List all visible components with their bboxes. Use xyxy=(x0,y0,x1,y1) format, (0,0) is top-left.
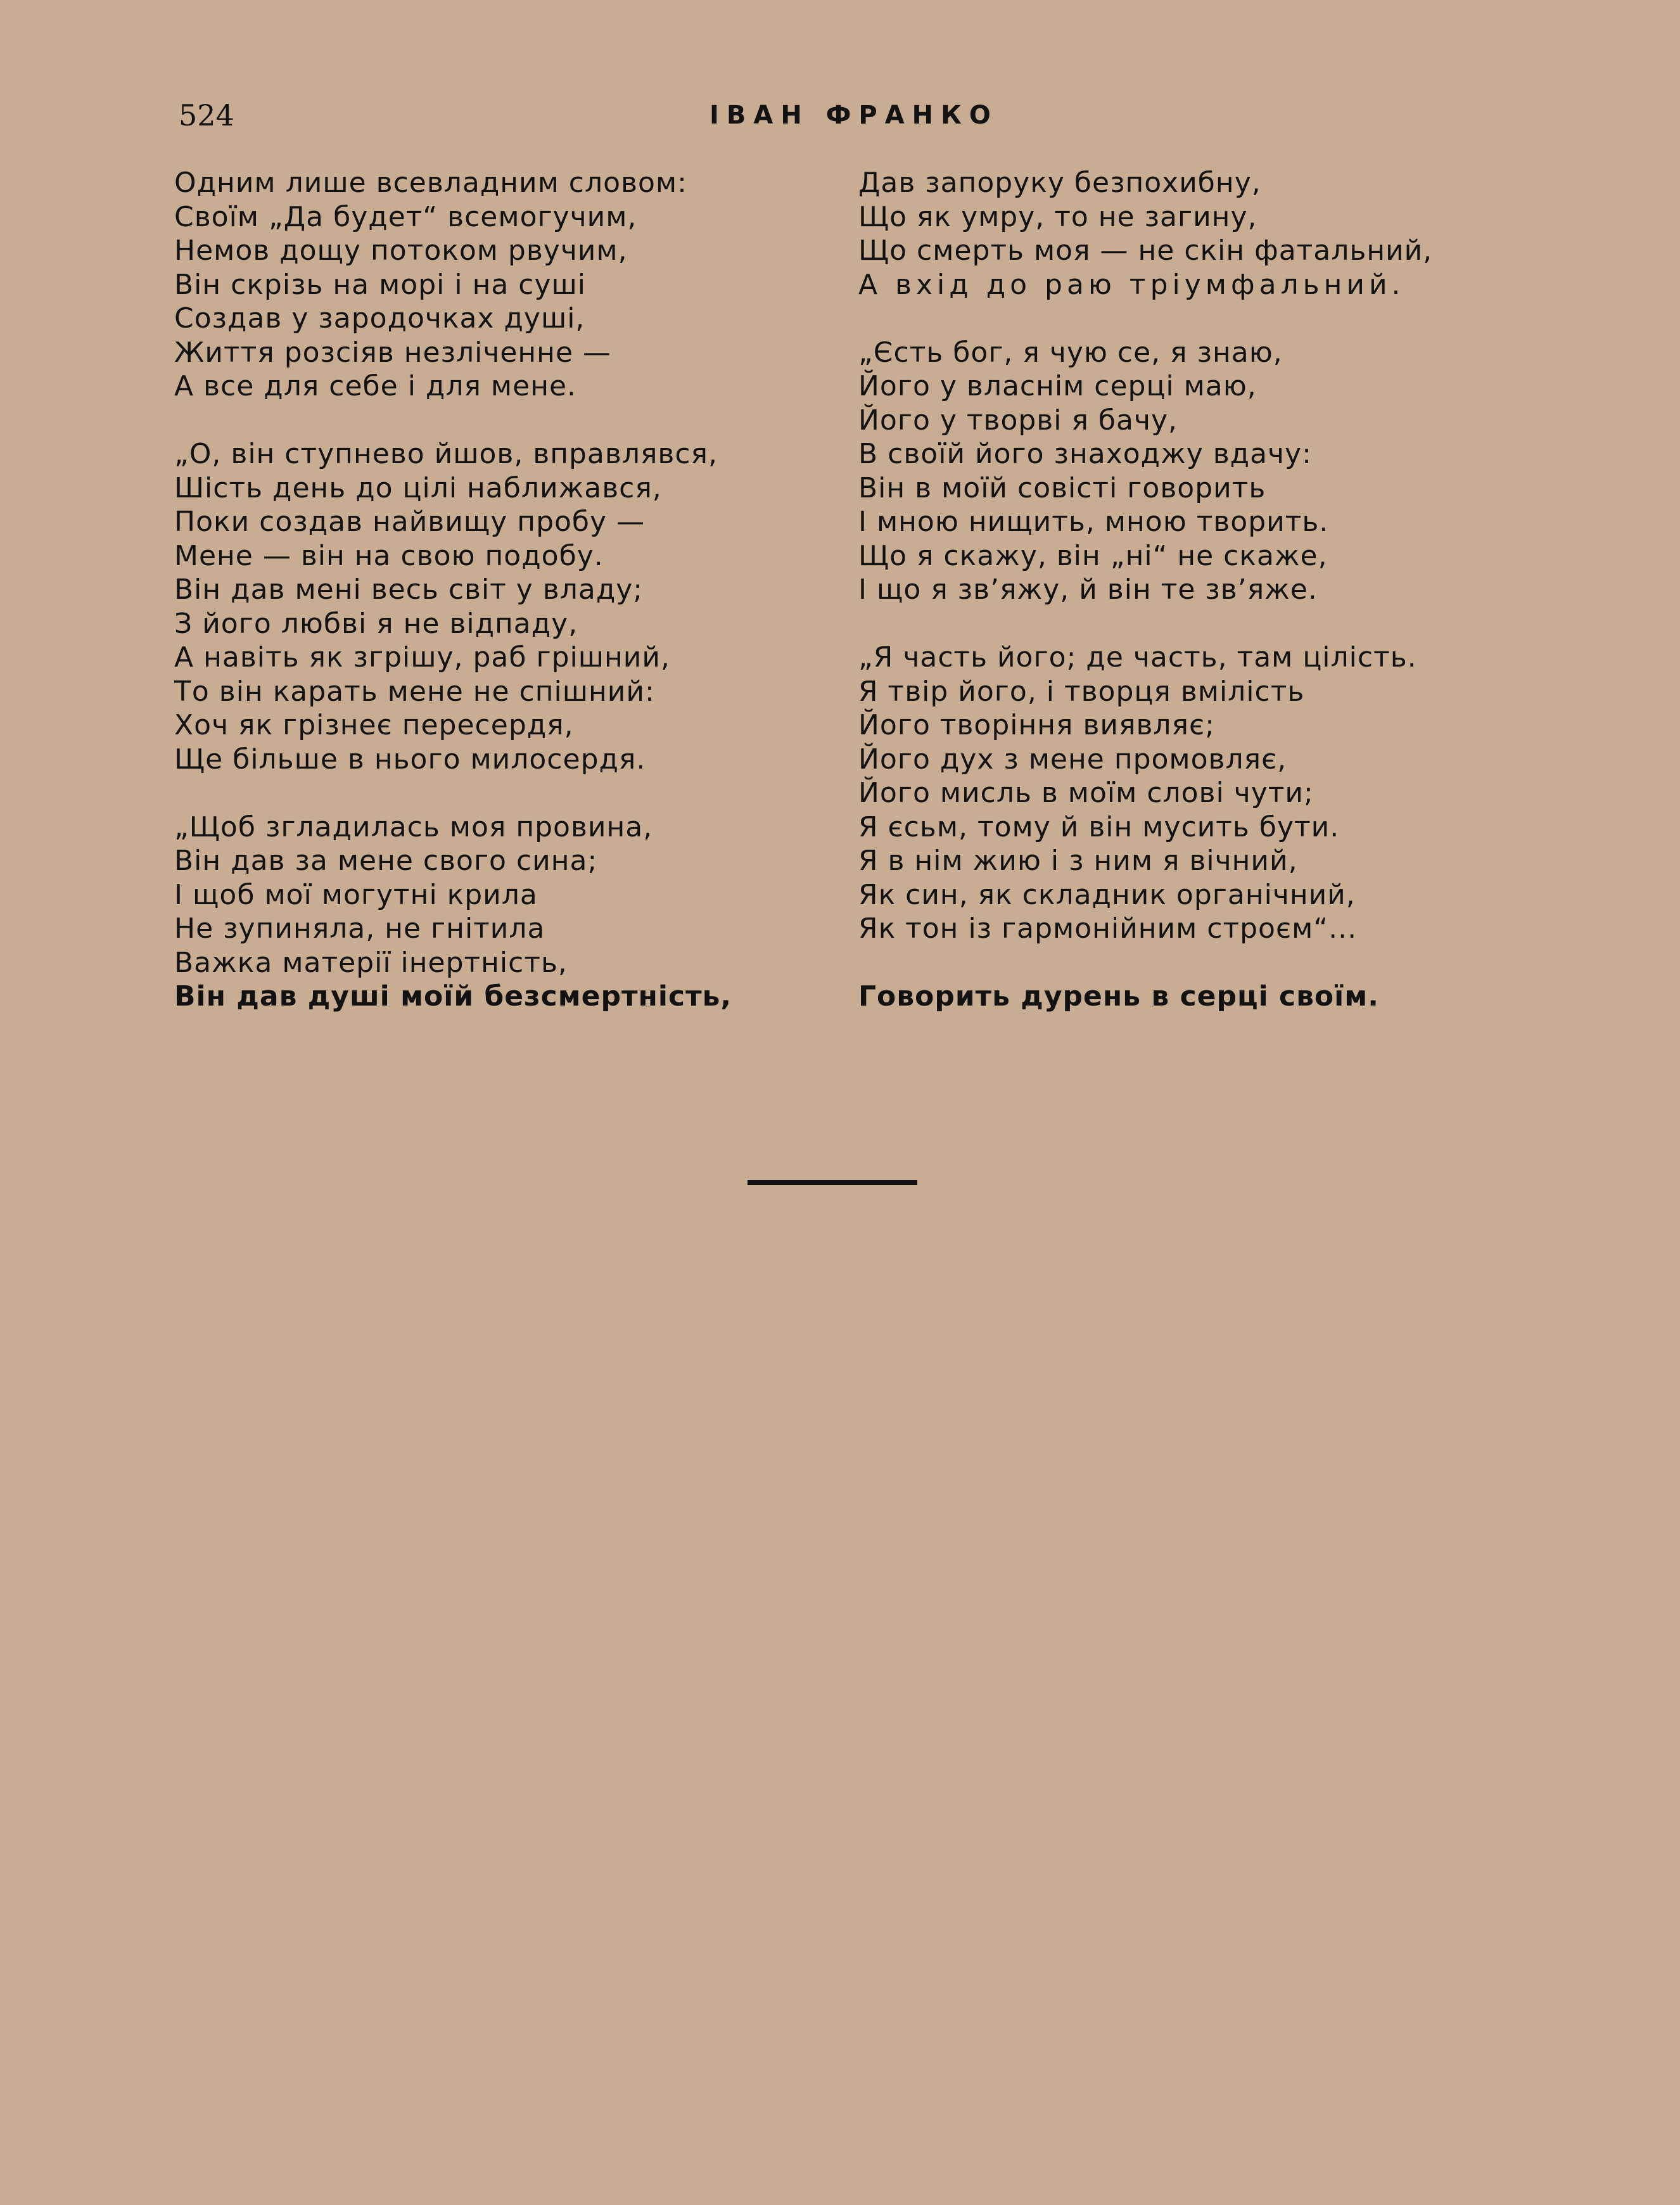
verse-line: Його мисль в моїм слові чути; xyxy=(858,777,1314,809)
verse-line: Поки создав найвищу пробу — xyxy=(174,506,646,538)
verse-line: Не зупиняла, не гнітила xyxy=(174,912,545,945)
verse-line: Він дав мені весь світ у владу; xyxy=(174,573,644,606)
left-stanza-1 xyxy=(174,166,833,404)
verse-line: Що як умру, то не загину, xyxy=(858,200,1257,233)
right-column xyxy=(858,166,1530,1014)
right-stanza-2 xyxy=(858,336,1530,607)
verse-line: А навіть як згрішу, раб грішний, xyxy=(174,641,670,674)
right-stanza-3 xyxy=(858,641,1530,946)
verse-line: І мною нищить, мною творить. xyxy=(858,506,1329,538)
right-stanza-1 xyxy=(858,166,1530,302)
verse-line: Создав у зародочках душі, xyxy=(174,302,585,335)
verse-line: Своїм „Да будет“ всемогучим, xyxy=(174,200,637,233)
verse-line: Мене — він на свою подобу. xyxy=(174,539,604,572)
verse-line: Ще більше в нього милосердя. xyxy=(174,743,646,776)
verse-line: І щоб мої могутні крила xyxy=(174,878,538,911)
verse-line: Він дав за мене свого сина; xyxy=(174,845,598,877)
verse-line: І що я зв’яжу, й він те зв’яже. xyxy=(858,573,1318,606)
verse-line: З його любві я не відпаду, xyxy=(174,607,578,640)
verse-line: „Щоб згладилась моя провина, xyxy=(174,810,653,843)
closing-stanza xyxy=(858,980,1530,1014)
verse-line: Життя розсіяв незліченне — xyxy=(174,336,611,369)
verse-line: Дав запоруку безпохибну, xyxy=(858,167,1261,199)
verse-line: Шість день до цілі наближався, xyxy=(174,471,662,504)
left-column xyxy=(174,166,833,1014)
verse-line: Хоч як грізнеє пересердя, xyxy=(174,709,574,741)
verse-line: Важка матерії інертність, xyxy=(174,946,568,979)
verse-line: „Єсть бог, я чую се, я знаю, xyxy=(858,336,1283,369)
verse-line: Я твір його, і творця вмілість xyxy=(858,675,1305,708)
section-end-rule xyxy=(748,1180,917,1185)
verse-line: Що я скажу, він „ні“ не скаже, xyxy=(858,539,1328,572)
page-number: 524 xyxy=(179,98,234,132)
verse-line: Його дух з мене промовляє, xyxy=(858,743,1287,776)
verse-line: Як тон із гармонійним строєм“... xyxy=(858,912,1358,945)
verse-line: Як син, як складник органічний, xyxy=(858,878,1356,911)
closing-line: Говорить дурень в серці своїм. xyxy=(858,980,1379,1013)
left-stanza-2 xyxy=(174,437,833,776)
verse-line: Я в нім жию і з ним я вічний, xyxy=(858,845,1298,877)
verse-line: Його творіння виявляє; xyxy=(858,709,1215,741)
left-stanza-3 xyxy=(174,810,833,1014)
verse-line: Він в моїй совісті говорить xyxy=(858,471,1266,504)
verse-line: Його у власнім серці маю, xyxy=(858,370,1257,402)
verse-line: „О, він ступнево йшов, вправлявся, xyxy=(174,438,718,470)
verse-line: Він дав душі моїй безсмертність, xyxy=(174,980,732,1013)
verse-line: Він скрізь на морі і на суші xyxy=(174,268,587,301)
verse-line: „Я часть його; де часть, там цілість. xyxy=(858,641,1417,674)
verse-line: Я єсьм, тому й він мусить бути. xyxy=(858,810,1340,843)
verse-line: А все для себе і для мене. xyxy=(174,370,577,402)
verse-line: Немов дощу потоком рвучим, xyxy=(174,234,628,267)
verse-line: В своїй його знаходжу вдачу: xyxy=(858,438,1312,470)
verse-line: Одним лише всевладним словом: xyxy=(174,167,687,199)
verse-line: Його у творві я бачу, xyxy=(858,404,1178,437)
verse-line: А вхід до раю тріумфальний. xyxy=(858,268,1405,301)
verse-line: Що смерть моя — не скін фатальний, xyxy=(858,234,1433,267)
running-head: ІВАН ФРАНКО xyxy=(710,101,998,130)
verse-line: То він карать мене не спішний: xyxy=(174,675,655,708)
